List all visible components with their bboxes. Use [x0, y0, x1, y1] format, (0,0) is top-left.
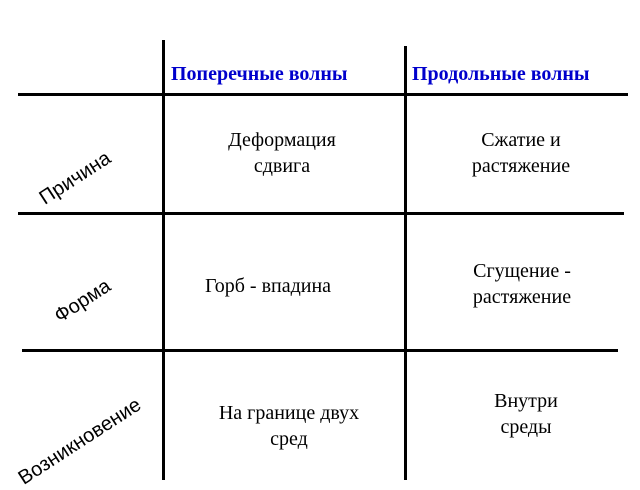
grid-line-left: [162, 40, 165, 480]
grid-line-bottom: [22, 349, 618, 352]
cell-origin-transverse: На границе двух сред: [218, 402, 360, 450]
row-label-form: Форма: [50, 274, 115, 328]
cell-cause-transverse: Деформация сдвига: [228, 129, 336, 177]
column-header-longitudinal: Продольные волны: [412, 63, 590, 85]
cell-origin-longitudinal: Внутри среды: [494, 390, 558, 438]
grid-line-top: [18, 93, 628, 96]
row-label-cause: Причина: [35, 147, 115, 210]
grid-line-middle: [18, 212, 624, 215]
grid-line-right: [404, 46, 407, 480]
cell-form-transverse: Горб - впадина: [204, 275, 332, 297]
row-label-origin: Возникновение: [14, 393, 146, 490]
cell-cause-longitudinal: Сжатие и растяжение: [471, 129, 571, 177]
column-header-transverse: Поперечные волны: [171, 63, 348, 85]
cell-form-longitudinal: Сгущение - растяжение: [472, 260, 572, 308]
